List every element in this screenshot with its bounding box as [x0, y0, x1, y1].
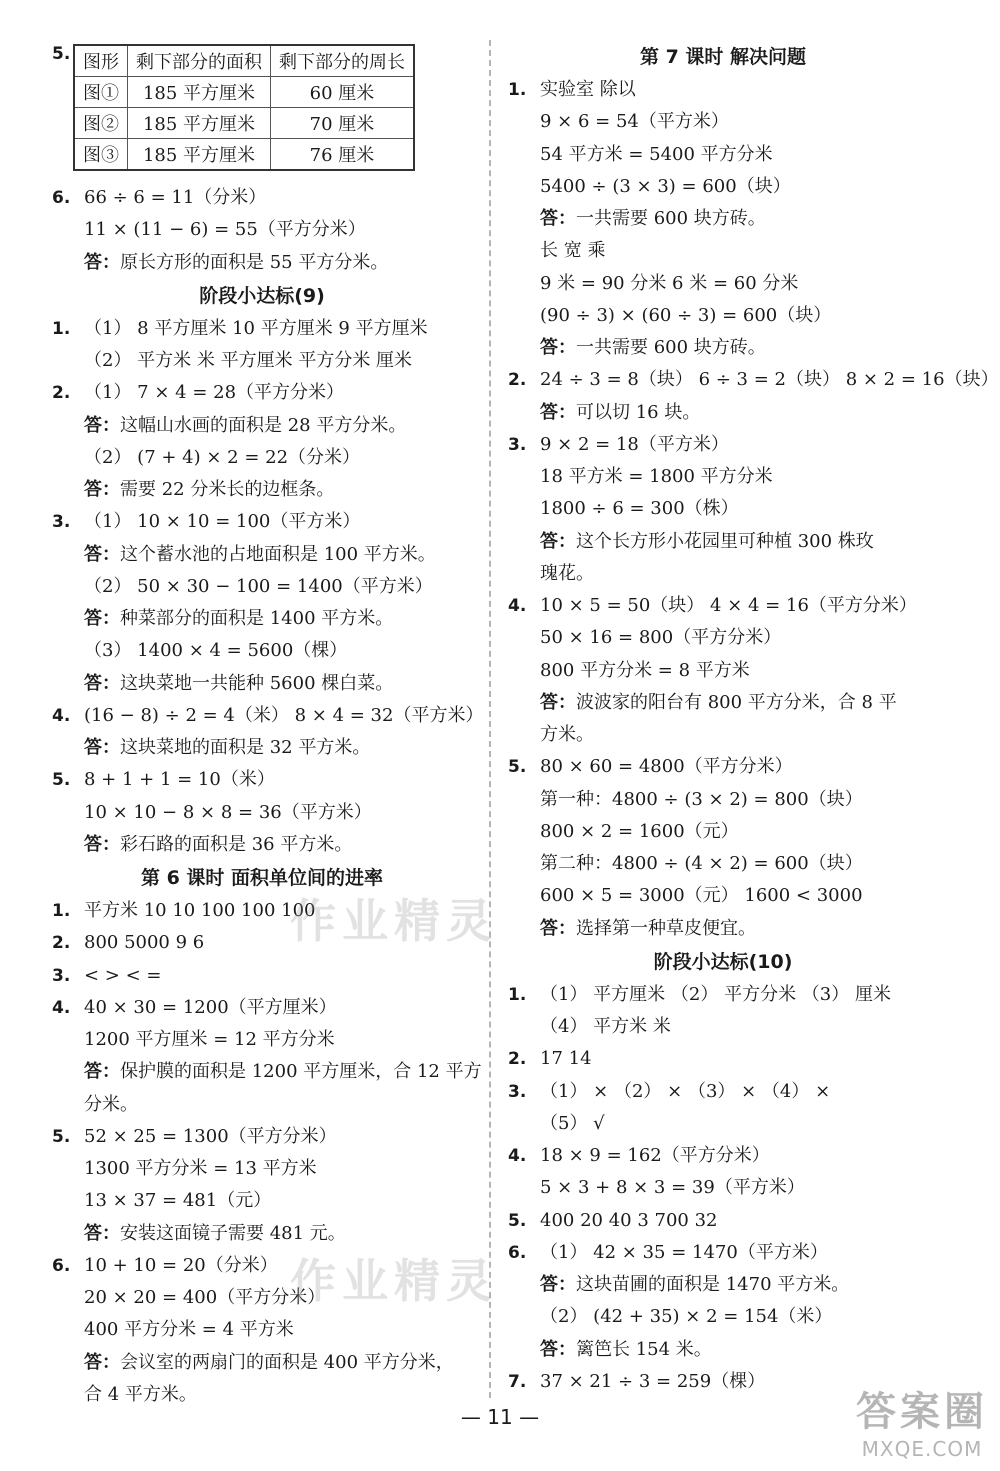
solution-line	[508, 1076, 938, 1108]
answer-label: 答：	[540, 401, 576, 423]
solution-line	[52, 571, 472, 603]
solution-line	[508, 364, 999, 396]
answer-label: 答：	[540, 337, 576, 358]
answer-label: 答：	[84, 833, 120, 855]
question-number: 3.	[508, 1081, 527, 1102]
line-text: 种菜部分的面积是 1400 平方米。	[120, 608, 394, 629]
watermark-logo-text: 答案圈	[856, 1389, 988, 1435]
solution-line	[52, 313, 472, 345]
line-text: （1） 42 × 35 = 1470（平方米）	[540, 1241, 828, 1263]
solution-line	[508, 816, 938, 848]
answer-label: 答：	[84, 672, 120, 694]
answer-line	[508, 526, 938, 558]
solution-line	[52, 1250, 472, 1282]
answer-label: 答：	[84, 1222, 120, 1244]
solution-line	[508, 300, 938, 332]
answer-label: 答：	[540, 530, 576, 552]
solution-line	[508, 1205, 938, 1237]
line-text: 波波家的阳台有 800 平方分米，合 8 平	[576, 691, 897, 713]
solution-line	[52, 895, 472, 927]
question-number: 6.	[52, 188, 71, 208]
line-text: 800 5000 9 6	[84, 932, 205, 954]
solution-line	[508, 751, 938, 783]
question-number: 5.	[52, 44, 71, 64]
line-text: 800 × 2 = 1600（元）	[540, 820, 739, 842]
answer-label: 答：	[84, 543, 120, 565]
solution-line	[508, 590, 938, 622]
line-text: 这幅山水画的面积是 28 平方分米。	[120, 414, 407, 436]
table-header-cell: 剩下部分的周长	[271, 45, 415, 77]
line-text: (90 ÷ 3) × (60 ÷ 3) = 600（块）	[540, 304, 832, 326]
solution-line	[508, 461, 938, 493]
line-text: 第一种：4800 ÷ (3 × 2) = 800（块）	[540, 788, 863, 810]
solution-line	[52, 1185, 472, 1217]
answer-label: 答：	[84, 737, 120, 758]
question-number: 4.	[52, 997, 71, 1018]
table-cell: 图①	[74, 77, 128, 108]
table-row	[74, 108, 414, 139]
table-cell: 185 平方厘米	[128, 139, 271, 171]
question-number: 5.	[52, 1126, 71, 1147]
line-text: 52 × 25 = 1300（平方分米）	[84, 1125, 337, 1147]
line-text: 8 + 1 + 1 = 10（米）	[84, 769, 275, 791]
answer-label: 答：	[84, 608, 120, 629]
solution-line	[508, 1011, 938, 1043]
solution-line	[52, 927, 472, 959]
line-text: 会议室的两扇门的面积是 400 平方分米，	[120, 1351, 454, 1373]
answer-label: 答：	[84, 1351, 120, 1373]
solution-line	[508, 268, 938, 300]
answer-line	[52, 732, 472, 764]
line-text: 彩石路的面积是 36 平方米。	[120, 833, 353, 855]
answer-label: 答：	[540, 691, 576, 713]
solution-line	[508, 848, 938, 880]
question-number: 1.	[52, 318, 71, 339]
answer-line	[52, 1347, 472, 1379]
table-header-cell: 图形	[74, 45, 128, 77]
section-heading: 第 7 课时 解决问题	[639, 46, 807, 68]
line-text: 40 × 30 = 1200（平方厘米）	[84, 996, 337, 1018]
solution-line	[52, 214, 472, 246]
table-cell: 76 厘米	[271, 139, 415, 171]
solution-line	[508, 106, 938, 138]
question-number: 5.	[52, 770, 71, 791]
site-watermark	[856, 1380, 988, 1461]
line-text: 80 × 60 = 4800（平方分米）	[540, 756, 793, 778]
solution-line	[52, 700, 484, 732]
question-number: 5.	[508, 757, 527, 778]
answer-label: 答：	[84, 414, 120, 436]
line-text: （4） 平方米 米	[540, 1016, 671, 1037]
line-text: 9 × 2 = 18（平方米）	[540, 433, 729, 455]
question-number: 3.	[52, 965, 71, 986]
section-heading: 阶段小达标(10)	[653, 950, 793, 973]
line-text: （1） × （2） × （3） × （4） ×	[540, 1080, 831, 1102]
question-number: 2.	[52, 383, 71, 404]
line-text: 20 × 20 = 400（平方分米）	[84, 1287, 326, 1308]
line-text: （3） 1400 × 4 = 5600（棵）	[84, 640, 348, 662]
solution-line	[508, 655, 938, 687]
solution-line	[52, 377, 472, 409]
line-text: 9 × 6 = 54（平方米）	[540, 111, 729, 133]
answer-line	[508, 1334, 938, 1366]
question-number: 5.	[508, 1210, 527, 1231]
line-text: 合 4 平方米。	[84, 1383, 197, 1405]
solution-line	[508, 1140, 938, 1172]
answer-line	[52, 668, 472, 700]
answer-line	[508, 203, 938, 235]
answer-line	[508, 397, 938, 429]
line-text: 5400 ÷ (3 × 3) = 600（块）	[540, 175, 791, 197]
line-text: 实验室 除以	[540, 79, 636, 100]
line-text: 400 20 40 3 700 32	[540, 1209, 718, 1231]
solution-line	[52, 1024, 472, 1056]
answer-line	[52, 603, 472, 635]
solution-line	[508, 429, 938, 461]
solution-line	[508, 1172, 938, 1204]
line-text: 54 平方米 = 5400 平方分米	[540, 143, 773, 165]
line-text: 第二种：4800 ÷ (4 × 2) = 600（块）	[540, 853, 863, 874]
line-text: 安装这面镜子需要 481 元。	[120, 1222, 346, 1244]
solution-line	[508, 139, 938, 171]
line-text: （1） 8 平方厘米 10 平方厘米 9 平方厘米	[84, 317, 428, 339]
solution-line	[52, 1282, 472, 1314]
line-text: 10 + 10 = 20（分米）	[84, 1254, 278, 1276]
answer-line	[52, 829, 472, 861]
line-text: 一共需要 600 块方砖。	[576, 337, 766, 358]
column-divider	[489, 40, 491, 1398]
answer-line	[52, 474, 472, 506]
line-text: 平方米 10 10 100 100 100	[84, 900, 316, 921]
line-text: 800 平方分米 = 8 平方米	[540, 659, 750, 681]
table-cell: 60 厘米	[271, 77, 415, 108]
line-text: （2） 50 × 30 − 100 = 1400（平方米）	[84, 575, 433, 597]
solution-line	[52, 764, 472, 796]
line-text: （1） 10 × 10 = 100（平方米）	[84, 511, 361, 533]
line-text: 9 米 = 90 分米 6 米 = 60 分米	[540, 272, 799, 294]
solution-line	[508, 719, 938, 751]
answer-line	[52, 247, 472, 279]
line-text: 瑰花。	[540, 562, 594, 584]
table-cell: 185 平方厘米	[128, 77, 271, 108]
solution-line	[508, 1301, 938, 1333]
solution-line	[508, 1043, 938, 1075]
answer-line	[52, 1056, 482, 1088]
line-text: 5 × 3 + 8 × 3 = 39（平方米）	[540, 1177, 805, 1199]
solution-line	[508, 1108, 938, 1140]
answer-table	[73, 44, 415, 171]
solution-line	[52, 1089, 472, 1121]
line-text: 这个蓄水池的占地面积是 100 平方米。	[120, 543, 436, 565]
line-text: （2） (7 + 4) × 2 = 22（分米）	[84, 446, 361, 468]
line-text: 这块菜地一共能种 5600 棵白菜。	[120, 672, 394, 694]
line-text: 篱笆长 154 米。	[576, 1338, 712, 1360]
table-row	[74, 77, 414, 108]
solution-line	[52, 442, 472, 474]
question-number: 4.	[508, 1146, 527, 1166]
left-column	[52, 182, 484, 1411]
line-text: 长 宽 乘	[540, 240, 606, 262]
solution-line	[52, 635, 472, 667]
solution-line	[52, 1153, 472, 1185]
line-text: 选择第一种草皮便宜。	[576, 917, 756, 939]
line-text: 600 × 5 = 3000（元） 1600 < 3000	[540, 885, 863, 907]
line-text: 11 × (11 − 6) = 55（平方分米）	[84, 219, 366, 241]
answer-line	[52, 1218, 472, 1250]
line-text: 这块苗圃的面积是 1470 平方米。	[576, 1274, 850, 1295]
solution-line	[52, 1314, 472, 1346]
table-cell: 185 平方厘米	[128, 108, 271, 139]
question-number: 2.	[52, 933, 71, 954]
answer-label: 答：	[84, 479, 120, 500]
table-header-row	[74, 45, 414, 77]
solution-line	[508, 558, 938, 590]
question-number: 1.	[508, 80, 527, 100]
solution-line	[508, 1237, 938, 1269]
line-text: 这个长方形小花园里可种植 300 株玫	[576, 530, 874, 552]
solution-line	[508, 171, 938, 203]
line-text: 1800 ÷ 6 = 300（株）	[540, 498, 739, 520]
solution-line	[52, 1121, 472, 1153]
answer-label: 答：	[84, 251, 120, 273]
line-text: 10 × 5 = 50（块） 4 × 4 = 16（平方分米）	[540, 595, 917, 616]
answer-line	[52, 410, 472, 442]
table-cell: 图②	[74, 108, 128, 139]
answer-label: 答：	[540, 208, 576, 229]
line-text: 37 × 21 ÷ 3 = 259（棵）	[540, 1370, 766, 1392]
answer-line	[508, 332, 938, 364]
solution-line	[508, 622, 938, 654]
question-number: 3.	[52, 512, 71, 533]
line-text: 18 × 9 = 162（平方分米）	[540, 1145, 770, 1166]
question-number: 2.	[508, 370, 527, 391]
question-number: 7.	[508, 1371, 527, 1392]
question-number: 6.	[52, 1255, 71, 1276]
question-number: 1.	[52, 901, 71, 921]
line-text: 方米。	[540, 724, 594, 745]
right-column	[508, 40, 999, 1398]
line-text: （1） 平方厘米 （2） 平方分米 （3） 厘米	[540, 983, 891, 1005]
solution-line	[508, 979, 938, 1011]
question-number: 3.	[508, 434, 527, 455]
answer-label: 答：	[540, 1338, 576, 1360]
solution-line	[52, 992, 472, 1024]
solution-line	[52, 960, 472, 992]
line-text: 分米。	[84, 1093, 138, 1115]
answer-label: 答：	[540, 917, 576, 939]
line-text: 18 平方米 = 1800 平方分米	[540, 466, 773, 487]
line-text: 保护膜的面积是 1200 平方厘米，合 12 平方	[120, 1061, 482, 1083]
line-text: （2） (42 + 35) × 2 = 154（米）	[540, 1306, 833, 1328]
line-text: < > < =	[84, 964, 162, 986]
table-cell: 图③	[74, 139, 128, 171]
section-heading: 第 6 课时 面积单位间的进率	[140, 867, 384, 889]
question-number: 4.	[508, 596, 527, 616]
answer-line	[508, 687, 938, 719]
line-text: (16 − 8) ÷ 2 = 4（米） 8 × 4 = 32（平方米）	[84, 704, 484, 726]
watermark-text: 作业精灵	[290, 894, 498, 948]
question-number: 4.	[52, 705, 71, 726]
table-header-cell: 剩下部分的面积	[128, 45, 271, 77]
line-text: 原长方形的面积是 55 平方分米。	[120, 251, 389, 273]
solution-line	[52, 797, 472, 829]
answer-label: 答：	[540, 1274, 576, 1295]
watermark-text: 作业精灵	[290, 1254, 498, 1308]
table-row	[74, 139, 414, 171]
table-cell: 70 厘米	[271, 108, 415, 139]
line-text: （2） 平方米 米 平方厘米 平方分米 厘米	[84, 350, 413, 371]
answer-line	[508, 913, 938, 945]
solution-line	[52, 506, 472, 538]
solution-line	[508, 880, 938, 912]
watermark-url: MXQE.COM	[861, 1437, 983, 1461]
solution-line	[52, 182, 472, 214]
line-text: 需要 22 分米长的边框条。	[120, 479, 335, 500]
line-text: 24 ÷ 3 = 8（块） 6 ÷ 3 = 2（块） 8 × 2 = 16（块）	[540, 369, 999, 391]
line-text: 10 × 10 − 8 × 8 = 36（平方米）	[84, 801, 372, 823]
line-text: 66 ÷ 6 = 11（分米）	[84, 187, 267, 208]
line-text: 400 平方分米 = 4 平方米	[84, 1319, 294, 1341]
line-text: 这块菜地的面积是 32 平方米。	[120, 737, 371, 758]
question-number: 1.	[508, 984, 527, 1005]
line-text: 50 × 16 = 800（平方分米）	[540, 627, 782, 649]
line-text: 1300 平方分米 = 13 平方米	[84, 1158, 317, 1179]
page-number: — 11 —	[460, 1405, 540, 1429]
answer-label: 答：	[84, 1061, 120, 1083]
answer-line	[508, 1269, 938, 1301]
solution-line	[508, 493, 938, 525]
solution-line	[508, 784, 938, 816]
line-text: 1200 平方厘米 = 12 平方分米	[84, 1029, 335, 1050]
solution-line	[508, 235, 938, 267]
answer-line	[52, 539, 472, 571]
solution-line	[52, 345, 472, 377]
line-text: 17 14	[540, 1048, 592, 1070]
solution-line	[508, 74, 938, 106]
line-text: （1） 7 × 4 = 28（平方分米）	[84, 382, 345, 404]
line-text: （5） √	[540, 1112, 605, 1134]
line-text: 一共需要 600 块方砖。	[576, 208, 766, 229]
section-heading: 阶段小达标(9)	[199, 284, 325, 307]
line-text: 可以切 16 块。	[576, 401, 701, 423]
line-text: 13 × 37 = 481（元）	[84, 1190, 272, 1212]
question-number: 2.	[508, 1049, 527, 1070]
question-number: 6.	[508, 1242, 527, 1263]
